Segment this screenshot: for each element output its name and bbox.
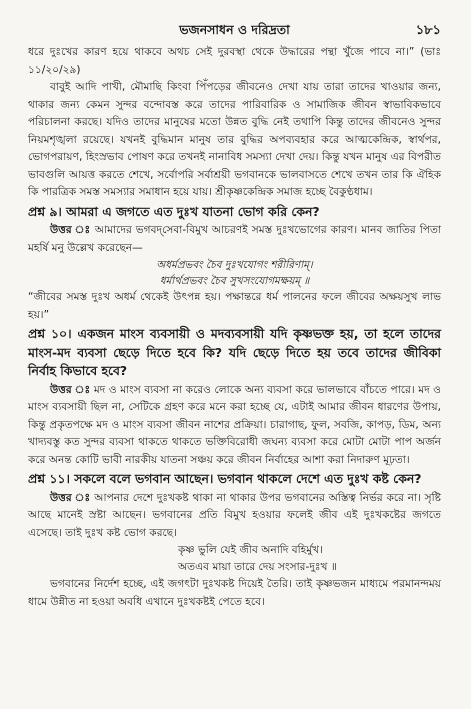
answer-text: আমাদের ভগবদ্‌সেবা-বিমুখ আচরণই সমস্ত দুঃখভোগের কারণ। মানব জাতির পিতা মহর্ষি মনু উল্লেখ করেছেন— <box>28 224 441 254</box>
answer-label: উত্তর ঃ <box>50 383 91 396</box>
question-11 <box>28 470 441 489</box>
question-9 <box>28 203 441 222</box>
paragraph: ধরে দুঃখের কারণ হয়ে থাকবে অথচ সেই দুরবস্থা থেকে উদ্ধারের পন্থা খুঁজে পাবে না।” (ভাঃ ১১/২০/২৯) <box>28 46 441 76</box>
verse-translation: “জীবের সমস্ত দুঃখ অধর্ম থেকেই উৎপন্ন হয়। পক্ষান্তরে ধর্ম পালনের ফলে জীবের অক্ষয়সুখ লাভ হয়।” <box>28 291 441 321</box>
verse-line: ধর্মার্থপ্রভবং চৈব সুখসংযোগমক্ষয়ম্‌ ॥ <box>159 275 310 287</box>
question-text: আমরা এ জগতে এত দুঃখ যাতনা ভোগ করি কেন? <box>66 203 320 219</box>
answer-label: উত্তর ঃ <box>50 224 91 236</box>
answer-text: মদ ও মাংস ব্যবসা না করেও লোকে অন্য ব্যবসা করে ভালভাবে বাঁচতে পারে। মদ ও মাংস ব্যবসায়ী ছিল না, সেটিকে গ্রহণ করে মনে করা হচ্ছে যে, এটাই আমার জীবন ধারণের উপায়, কিন্তু প্রকৃতপক্ষে মদ ও মাংস ব্যবসা জীবন নাশের প্রক্রিয়া। চারাগাছ, ফুল, সবজি, কাপড়, ডিম, অন্য খাদ্যবস্তু কত সুন্দর ব্যবসা থাকতে থাকতে ভক্তিবিরোধী জঘন্য ব্যবসা করে মোটা মোটা পাপ অর্জন করে অনন্ত কোটি ভাবী নারকীয় যাতনা সঞ্চয় করে জীবন নির্বাহের আশা করা নিদারুণ মূঢ়তা। <box>28 383 441 466</box>
verse-line: অধর্মপ্রভবং চৈব দুঃখযোগং শরীরিণাম্‌। <box>156 259 313 271</box>
answer-10 <box>28 382 441 470</box>
question-10 <box>28 325 441 381</box>
page-number: ১৮১ <box>415 23 441 38</box>
verse-line: অতএব মায়া তারে দেয় সংসার-দুঃখ ॥ <box>178 561 337 573</box>
paragraph: বাবুই আদি পাখী, মৌমাছি কিংবা পিঁপড়ের জীবনেও দেখা যায় তারা তাদের খাওয়ার জন্য, থাকার জন্য কেমন সুন্দর বন্দোবস্ত করে তাদের পারিবারিক ও সামাজিক জীবন স্বাভাবিকভাবে পরিচালনা করছে। যদিও তাদের মানুষের মতো উন্নত বুদ্ধি নেই তথাপি কিন্তু তাদের জীবনেও সুন্দর নিয়মশৃঙ্খলা রয়েছে। যখনই বুদ্ধিমান মানুষ তার বুদ্ধির অপব্যবহার করে আত্মকেন্দ্রিক, স্বার্থপর, ভোগপরায়ণ, হিংস্রভাব পোষণ করে তখনই নানাবিধ সমস্যা দেখা দেয়। কিন্তু যখন মানুষ এর বিপরীত ভাবগুলি আয়ত্ত করতে শেখে, সর্বোপরি সর্বাশ্রয়ী ভগবানকে ভালবাসতে শেখে তখন তার কি ঐহিক কি পারত্রিক সমস্ত সমস্যার সমাধান হয়ে যায়। শ্রীকৃষ্ণকেন্দ্রিক সমাজ হচ্ছে বৈকুণ্ঠধাম। <box>28 81 441 198</box>
question-label: প্রশ্ন ১০। <box>28 326 72 341</box>
answer-text: আপনার দেশে দুঃখকষ্ট থাকা না থাকার উপর ভগবানের অস্তিত্ব নির্ভর করে না। সৃষ্টি আছে মানেই স্রষ্টা আছেন। ভগবানের প্রতি বিমুখ হওয়ার ফলেই জীব এই দুঃখকষ্টের জগতে এসেছে। তাই দুঃখ কষ্ট ভোগ করছে। <box>28 491 441 539</box>
answer-9 <box>28 222 441 257</box>
question-label: প্রশ্ন ১১। <box>28 471 70 486</box>
answer-label: উত্তর ঃ <box>50 491 91 504</box>
question-text: সকলে বলে ভগবান আছেন। ভগবান থাকলে দেশে এত দুঃখ কষ্ট কেন? <box>74 471 422 486</box>
verse-line: কৃষ্ণ ভুলি যেই জীব অনাদি বহির্মুখ। <box>178 544 323 556</box>
question-text: একজন মাংস ব্যবসায়ী ও মদব্যবসায়ী যদি কৃষ্ণভক্ত হয়, তা হলে তাদের মাংস-মদ ব্যবসা ছেড়ে দিতে হবে কি? যদি ছেড়ে দিতে হয় তবে তাদের জীবিকা নির্বাহ কিভাবে হবে? <box>28 326 441 378</box>
paragraph: ভগবানের নির্দেশ হচ্ছে, এই জগৎটা দুঃখকষ্ট দিয়েই তৈরি। তাই কৃষ্ণভজন মাধ্যমে পরমানন্দময় ধামে উন্নীত না হওয়া অবধি এখানে দুঃখকষ্টই পেতে হবে। <box>28 578 441 608</box>
answer-11 <box>28 490 441 543</box>
page-body <box>28 44 441 611</box>
running-header <box>28 22 441 44</box>
chapter-title: ভজনসাধন ও দরিদ্রতা <box>179 22 290 37</box>
question-label: প্রশ্ন ৯। <box>28 203 62 219</box>
